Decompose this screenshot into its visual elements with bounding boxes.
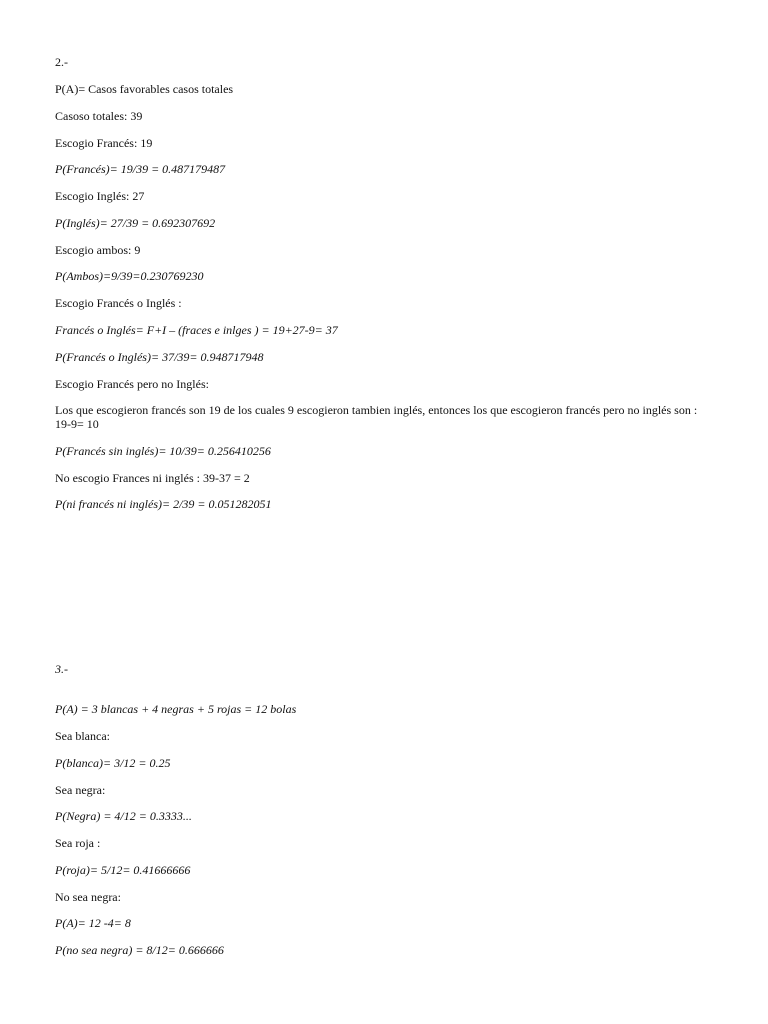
formula-line: P(A) = 3 blancas + 4 negras + 5 rojas = 12 bolas — [55, 702, 297, 716]
section-heading-2: 2.- — [55, 55, 68, 69]
formula-line: P(ni francés ni inglés)= 2/39 = 0.051282051 — [55, 497, 272, 511]
formula-line: P(Francés o Inglés)= 37/39= 0.948717948 — [55, 350, 264, 364]
text-line: Sea negra: — [55, 783, 106, 797]
section-heading-3: 3.- — [55, 662, 68, 676]
formula-line: P(Francés)= 19/39 = 0.487179487 — [55, 162, 226, 176]
formula-line: P(Inglés)= 27/39 = 0.692307692 — [55, 216, 216, 230]
formula-line: P(roja)= 5/12= 0.41666666 — [55, 863, 191, 877]
text-line: No escogio Frances ni inglés : 39-37 = 2 — [55, 471, 250, 485]
text-line: P(A)= Casos favorables casos totales — [55, 82, 234, 96]
text-line: Sea blanca: — [55, 729, 110, 743]
formula-line: P(no sea negra) = 8/12= 0.666666 — [55, 943, 224, 957]
formula-line: Francés o Inglés= F+I – (fraces e inlges ) = 19+27-9= 37 — [55, 323, 338, 337]
text-line: Escogio ambos: 9 — [55, 243, 141, 257]
text-line: Escogio Francés o Inglés : — [55, 296, 182, 310]
text-line: Escogio Inglés: 27 — [55, 189, 145, 203]
text-line: Sea roja : — [55, 836, 101, 850]
paragraph: Los que escogieron francés son 19 de los cuales 9 escogieron tambien inglés, entonces los que escogieron francés pero no inglés son : 19-9= 10 — [55, 403, 701, 431]
text-line: Escogio Francés: 19 — [55, 136, 153, 150]
text-line: Casoso totales: 39 — [55, 109, 143, 123]
formula-line: P(Ambos)=9/39=0.230769230 — [55, 269, 204, 283]
text-line: Escogio Francés pero no Inglés: — [55, 377, 209, 391]
formula-line: P(Negra) = 4/12 = 0.3333... — [55, 809, 192, 823]
formula-line: P(A)= 12 -4= 8 — [55, 916, 131, 930]
formula-line: P(blanca)= 3/12 = 0.25 — [55, 756, 171, 770]
text-line: No sea negra: — [55, 890, 121, 904]
formula-line: P(Francés sin inglés)= 10/39= 0.256410256 — [55, 444, 271, 458]
